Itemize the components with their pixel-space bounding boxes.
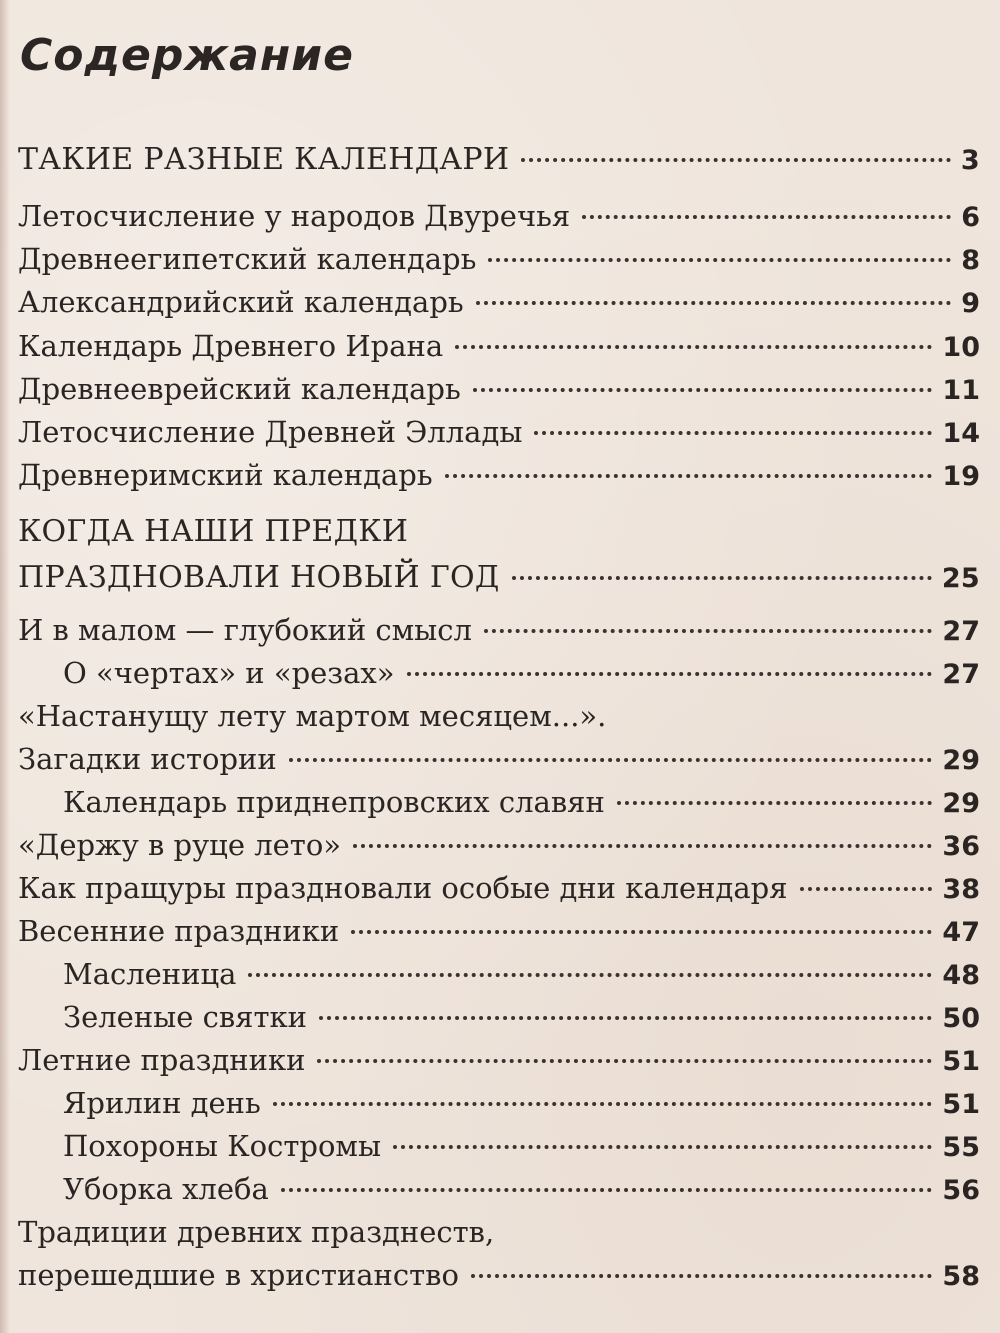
page-edge-shadow <box>0 0 10 1333</box>
toc-entry[interactable] <box>18 455 980 495</box>
dot-leader <box>534 430 932 435</box>
toc-entry-title: Традиции древних празднеств, <box>18 1215 495 1249</box>
toc-entry-page: 51 <box>942 1046 980 1077</box>
toc-entry[interactable] <box>18 369 980 409</box>
dot-leader <box>617 800 933 805</box>
toc-entry-title: Александрийский календарь <box>18 285 464 319</box>
toc-entry[interactable] <box>18 997 980 1037</box>
dot-leader <box>455 344 932 349</box>
toc-entry[interactable] <box>18 282 980 322</box>
toc-entry-page: 3 <box>960 145 980 176</box>
toc-entry-title: «Настанущу лету мартом месяцем...». <box>18 699 607 733</box>
toc-entry[interactable] <box>18 326 980 366</box>
dot-leader <box>317 1058 932 1063</box>
toc-entry-page: 14 <box>942 418 980 449</box>
toc-entry-title: Летние праздники <box>18 1043 306 1077</box>
dot-leader <box>445 473 933 478</box>
toc-entry[interactable] <box>18 653 980 693</box>
toc-entry-heading <box>18 696 980 736</box>
toc-entry-title: ПРАЗДНОВАЛИ НОВЫЙ ГОД <box>18 560 500 595</box>
toc-entry-page: 58 <box>942 1261 980 1292</box>
toc-entry-title: перешедшие в христианство <box>18 1258 459 1292</box>
dot-leader <box>289 757 933 762</box>
toc-entry[interactable] <box>18 782 980 822</box>
toc-entry-page: 36 <box>942 831 980 862</box>
toc-entry-title: И в малом — глубокий смысл <box>18 613 472 647</box>
toc-entry-page: 29 <box>942 745 980 776</box>
toc-entry[interactable] <box>18 196 980 236</box>
toc-entry-title: Календарь приднепровских славян <box>63 785 605 819</box>
toc-entry[interactable] <box>18 1083 980 1123</box>
dot-leader <box>281 1187 933 1192</box>
toc-entry-page: 25 <box>941 563 980 594</box>
toc-entry-page: 51 <box>942 1089 980 1120</box>
toc-entry-title: Древнеегипетский календарь <box>18 242 477 276</box>
dot-leader <box>800 886 933 891</box>
toc-entry[interactable] <box>18 1255 980 1295</box>
toc-entry-title: Ярилин день <box>63 1086 261 1120</box>
toc-entry-title: Весенние праздники <box>18 914 340 948</box>
toc-entry-page: 27 <box>942 659 980 690</box>
toc-entry-page: 27 <box>942 616 980 647</box>
toc-entry-page: 9 <box>961 288 980 319</box>
toc-entry-page: 10 <box>942 332 980 363</box>
toc-entry-page: 50 <box>942 1003 980 1034</box>
toc-entry[interactable] <box>18 825 980 865</box>
toc-entry[interactable] <box>18 739 980 779</box>
toc-entry[interactable] <box>18 1169 980 1209</box>
toc-entry[interactable] <box>18 412 980 452</box>
toc-entry-title: Древнееврейский календарь <box>18 372 461 406</box>
page-title: Содержание <box>20 30 354 81</box>
toc-entry-title: Как пращуры праздновали особые дни календаря <box>18 871 788 905</box>
toc-entry-page: 8 <box>961 245 980 276</box>
toc-entry-title: Календарь Древнего Ирана <box>18 329 444 363</box>
toc-entry[interactable] <box>18 1040 980 1080</box>
toc-entry[interactable] <box>18 558 980 598</box>
toc-entry-heading <box>18 1212 980 1252</box>
toc-entry-page: 6 <box>961 202 980 233</box>
toc-entry[interactable] <box>18 954 980 994</box>
toc-entry[interactable] <box>18 140 980 180</box>
dot-leader <box>521 157 951 162</box>
toc-entry-title: ТАКИЕ РАЗНЫЕ КАЛЕНДАРИ <box>18 142 510 177</box>
dot-leader <box>273 1101 933 1106</box>
dot-leader <box>319 1015 932 1020</box>
dot-leader <box>484 628 933 633</box>
toc-entry-title: Древнеримский календарь <box>18 458 433 492</box>
toc-entry[interactable] <box>18 868 980 908</box>
toc-entry-page: 48 <box>942 960 980 991</box>
dot-leader <box>471 1273 932 1278</box>
dot-leader <box>407 671 933 676</box>
toc-entry-title: Уборка хлеба <box>63 1172 269 1206</box>
toc-entry-title: КОГДА НАШИ ПРЕДКИ <box>18 514 409 549</box>
toc-entry-page: 56 <box>942 1175 980 1206</box>
dot-leader <box>488 257 951 262</box>
toc-entry-page: 55 <box>942 1132 980 1163</box>
dot-leader <box>353 843 932 848</box>
dot-leader <box>473 387 933 392</box>
toc-entry-title: Загадки истории <box>18 742 277 776</box>
toc-entry[interactable] <box>18 239 980 279</box>
toc-entry-title: О «чертах» и «резах» <box>63 656 395 690</box>
dot-leader <box>476 300 952 305</box>
toc-entry-title: Летосчисление Древней Эллады <box>18 415 523 449</box>
toc-section-heading <box>18 512 980 552</box>
dot-leader <box>351 929 932 934</box>
toc-entry-page: 29 <box>942 788 980 819</box>
toc-entry-title: Летосчисление у народов Двуречья <box>18 199 571 233</box>
toc-entry-page: 38 <box>942 874 980 905</box>
dot-leader <box>393 1144 932 1149</box>
dot-leader <box>512 575 932 580</box>
toc-entry-page: 47 <box>942 917 980 948</box>
toc-entry[interactable] <box>18 610 980 650</box>
toc-entry[interactable] <box>18 911 980 951</box>
toc-entry[interactable] <box>18 1126 980 1166</box>
toc-entry-title: «Держу в руце лето» <box>18 828 342 862</box>
toc-entry-page: 11 <box>942 375 980 406</box>
dot-leader <box>248 972 932 977</box>
dot-leader <box>582 214 951 219</box>
toc-entry-title: Масленица <box>63 957 237 991</box>
toc-entry-page: 19 <box>942 461 980 492</box>
toc-entry-title: Похороны Костромы <box>63 1129 382 1163</box>
toc-entry-title: Зеленые святки <box>63 1000 307 1034</box>
